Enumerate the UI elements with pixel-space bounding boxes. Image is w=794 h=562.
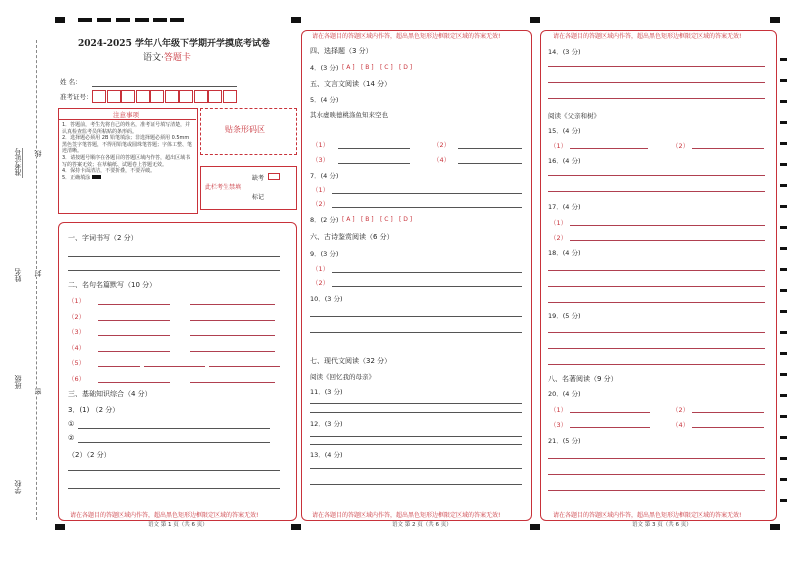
choice-a[interactable]: [ A ]: [342, 64, 355, 71]
registration-mark: [530, 17, 540, 23]
answer-line[interactable]: [338, 148, 410, 149]
reading-2-title: 阅读《父亲和树》: [548, 112, 600, 120]
top-warning: 请在各题目的答题区域内作答，超出黑色矩形边框限定区域的答案无效!: [553, 33, 742, 40]
q7-part-2: （2）: [312, 200, 330, 208]
registration-mark: [55, 524, 65, 530]
q20-part-4: （4）: [672, 421, 690, 429]
registration-mark: [153, 18, 167, 22]
q6-part-1: （1）: [312, 141, 330, 149]
top-warning: 请在各题目的答题区域内作答，超出黑色矩形边框限定区域的答案无效!: [312, 33, 501, 40]
recite-item-label: （1）: [68, 297, 86, 305]
note-item: 2．选择题必须用 2B 铅笔填涂；非选择题必须用 0.5mm 黑色签字笔答题，不得用铅笔或圆珠笔答题；字体工整、笔迹清晰。: [62, 135, 193, 155]
fill-example-label: 5．正确填涂: [62, 174, 91, 181]
choice-d[interactable]: [ D ]: [399, 64, 413, 71]
answer-line[interactable]: [98, 382, 170, 383]
answer-line[interactable]: [190, 351, 275, 352]
absent-note: 此栏考生禁填: [205, 184, 242, 191]
timing-mark: [780, 310, 787, 313]
note-item: 3．请按题号顺序在各题目的答题区域内作答，超出区域书写的答案无效；在草稿纸、试题卷上答题无效。: [62, 154, 191, 168]
q20-label: 20．(4 分): [548, 390, 581, 398]
timing-mark: [780, 100, 787, 103]
q15-part-2: （2）: [672, 142, 690, 150]
timing-mark: [780, 163, 787, 166]
timing-mark: [780, 58, 787, 61]
note-item: 4．保持卡面清洁，不要折叠，不要弄破。: [62, 168, 156, 175]
absent-label: 缺考: [252, 175, 265, 182]
answer-line[interactable]: [310, 332, 522, 333]
timing-mark: [780, 373, 787, 376]
answer-line[interactable]: [458, 148, 522, 149]
timing-mark: [780, 289, 787, 292]
answer-line[interactable]: [144, 366, 205, 367]
answer-line[interactable]: [692, 148, 764, 149]
choice-a[interactable]: [ A ]: [342, 216, 355, 223]
section-1-title: 一、字词书写（2 分）: [68, 234, 138, 242]
timing-mark: [780, 331, 787, 334]
recite-item-label: （5）: [68, 359, 86, 367]
answer-line[interactable]: [548, 270, 765, 271]
q9-part-2: （2）: [312, 279, 330, 287]
answer-line[interactable]: [458, 163, 522, 164]
section-6-title: 六、古诗鉴赏阅读（6 分）: [310, 233, 394, 241]
answer-line[interactable]: [68, 270, 280, 271]
timing-mark: [780, 142, 787, 145]
subject-label: 语文: [143, 53, 162, 63]
answer-line[interactable]: [332, 286, 522, 287]
note-item: [62, 175, 194, 182]
answer-line[interactable]: [310, 412, 522, 413]
timing-mark: [780, 247, 787, 250]
section-2-title: 二、名句名篇默写（10 分）: [68, 281, 157, 289]
answer-line[interactable]: [692, 427, 764, 428]
answer-line[interactable]: [209, 366, 280, 367]
timing-mark: [780, 352, 787, 355]
timing-mark: [780, 226, 787, 229]
id-label: 准考证号：: [60, 93, 93, 101]
answer-line[interactable]: [548, 490, 765, 491]
subject-line: [143, 50, 191, 63]
side-name-label: 姓名: [14, 268, 22, 282]
answer-line[interactable]: [332, 272, 522, 273]
answer-frame-3: [540, 30, 777, 521]
timing-mark: [780, 79, 787, 82]
timing-mark: [780, 457, 787, 460]
registration-mark: [530, 524, 540, 530]
choice-b[interactable]: [ B ]: [361, 216, 374, 223]
notes-text: [62, 122, 194, 181]
dashed-seal-line: [36, 40, 37, 520]
id-digit-box[interactable]: [179, 90, 193, 103]
choice-c[interactable]: [ C ]: [380, 64, 393, 71]
answer-line[interactable]: [78, 428, 270, 429]
q4-label: 4．(3 分): [310, 64, 339, 72]
side-seal-label: 封: [34, 270, 42, 277]
answer-line[interactable]: [548, 82, 765, 83]
bottom-warning: 请在各题目的答题区域内作答，超出黑色矩形边框限定区域的答案无效!: [553, 512, 742, 519]
answer-card-label: 答题卡: [163, 53, 191, 63]
side-secret-label: 密: [34, 388, 42, 395]
choice-c[interactable]: [ C ]: [380, 216, 393, 223]
timing-mark: [780, 121, 787, 124]
id-digit-box[interactable]: [107, 90, 121, 103]
timing-mark: [780, 478, 787, 481]
timing-mark: [780, 205, 787, 208]
timing-mark: [780, 184, 787, 187]
q19-label: 19．(5 分): [548, 312, 581, 320]
q10-label: 10．(3 分): [310, 295, 343, 303]
answer-line[interactable]: [548, 332, 765, 333]
q20-part-1: （1）: [550, 406, 568, 414]
q15-label: 15．(4 分): [548, 127, 581, 135]
q12-label: 12．(3 分): [310, 420, 343, 428]
side-school-label: 学校: [14, 480, 22, 494]
timing-mark: [780, 436, 787, 439]
answer-line[interactable]: [68, 488, 280, 489]
id-digit-box[interactable]: [92, 90, 106, 103]
answer-line[interactable]: [98, 335, 170, 336]
q14-label: 14．(3 分): [548, 48, 581, 56]
recite-item-label: （4）: [68, 343, 86, 352]
recite-item-label: （3）: [68, 328, 86, 336]
id-digit-box[interactable]: [165, 90, 179, 103]
q20-part-3: （3）: [550, 421, 568, 429]
answer-line[interactable]: [548, 364, 765, 365]
circle-2-label: ②: [68, 434, 75, 442]
reading-1-title: 阅读《回忆我的母亲》: [310, 373, 375, 381]
notes-title: 注意事项: [113, 111, 139, 119]
section-7-title: 七、现代文阅读（32 分）: [310, 357, 392, 365]
bottom-warning: 请在各题目的答题区域内作答，超出黑色矩形边框限定区域的答案无效!: [70, 512, 259, 519]
answer-line[interactable]: [98, 366, 140, 367]
timing-mark: [780, 499, 787, 502]
q8-label: 8．(2 分): [310, 216, 339, 224]
q9-part-1: （1）: [312, 265, 330, 273]
absent-checkbox[interactable]: [268, 173, 280, 180]
q16-label: 16．(4 分): [548, 157, 581, 165]
q20-part-2: （2）: [672, 406, 690, 414]
side-fill-line: [22, 148, 23, 178]
choice-b[interactable]: [ B ]: [361, 64, 374, 71]
answer-line[interactable]: [570, 148, 648, 149]
section-5-title: 五、文言文阅读（14 分）: [310, 80, 392, 88]
bottom-warning: 请在各题目的答题区域内作答，超出黑色矩形边框限定区域的答案无效!: [312, 512, 501, 519]
answer-line[interactable]: [570, 427, 650, 428]
answer-line[interactable]: [310, 436, 522, 437]
registration-mark: [770, 17, 780, 23]
id-digit-box[interactable]: [194, 90, 208, 103]
answer-line[interactable]: [310, 403, 522, 404]
answer-line[interactable]: [190, 382, 275, 383]
q18-label: 18．(4 分): [548, 249, 581, 257]
timing-mark: [780, 415, 787, 418]
registration-mark: [97, 18, 111, 22]
id-digit-box[interactable]: [208, 90, 222, 103]
q17-label: 17．(4 分): [548, 203, 581, 211]
timing-mark: [780, 268, 787, 271]
side-class-label: 班级: [14, 375, 22, 389]
answer-line[interactable]: [310, 484, 522, 485]
answer-line[interactable]: [98, 320, 170, 321]
answer-line[interactable]: [332, 193, 522, 194]
q9-label: 9．(3 分): [310, 250, 339, 258]
section-4-title: 四、选择题（3 分）: [310, 47, 373, 55]
answer-line[interactable]: [548, 286, 765, 287]
answer-line[interactable]: [190, 335, 275, 336]
answer-line[interactable]: [548, 302, 765, 303]
answer-frame-1: [58, 222, 297, 521]
q6-part-2: （2）: [433, 141, 451, 149]
answer-line[interactable]: [310, 468, 522, 469]
q5-label: 5．(4 分): [310, 96, 339, 104]
side-id-label: 准考证号: [14, 148, 22, 176]
barcode-label: 贴条形码区: [225, 125, 265, 134]
answer-line[interactable]: [190, 304, 275, 305]
page-footer: 语文 第 1 页（共 6 页）: [148, 522, 208, 528]
name-label: 姓 名：: [60, 78, 82, 86]
answer-line[interactable]: [332, 207, 522, 208]
answer-line[interactable]: [548, 191, 765, 192]
filled-mark-example: [92, 175, 101, 179]
subject-dot: ·: [161, 53, 164, 63]
answer-line[interactable]: [68, 470, 280, 471]
id-digit-box[interactable]: [121, 90, 135, 103]
side-line-label: 线: [34, 150, 42, 157]
q3-2-label: （2）（2 分）: [68, 451, 111, 459]
q21-label: 21．(5 分): [548, 437, 581, 445]
q15-part-1: （1）: [550, 142, 568, 150]
answer-line[interactable]: [310, 444, 522, 445]
answer-line[interactable]: [98, 351, 170, 352]
answer-line[interactable]: [190, 320, 275, 321]
exam-title: 2024-2025 学年八年级下学期开学摸底考试卷: [78, 39, 270, 49]
answer-line[interactable]: [548, 98, 765, 99]
id-digit-box[interactable]: [150, 90, 164, 103]
registration-mark: [291, 524, 301, 530]
answer-line[interactable]: [98, 304, 170, 305]
answer-line[interactable]: [78, 442, 270, 443]
registration-mark: [170, 18, 184, 22]
registration-mark: [770, 524, 780, 530]
q17-part-2: （2）: [550, 234, 568, 242]
recite-item-label: （2）: [68, 312, 86, 321]
section-8-title: 八、名著阅读（9 分）: [548, 375, 618, 383]
registration-mark: [55, 17, 65, 23]
q6-part-4: （4）: [433, 156, 451, 164]
timing-mark: [780, 394, 787, 397]
answer-line[interactable]: [548, 348, 765, 349]
page-footer: 语文 第 2 页（共 6 页）: [392, 522, 452, 528]
answer-line[interactable]: [692, 412, 764, 413]
q13-label: 13．(4 分): [310, 451, 343, 459]
q17-part-1: （1）: [550, 219, 568, 227]
section-3-title: 三、基础知识综合（4 分）: [68, 390, 152, 398]
answer-line[interactable]: [548, 474, 765, 475]
answer-line[interactable]: [310, 316, 522, 317]
answer-line[interactable]: [338, 163, 410, 164]
q3-1-label: 3．(1) （2 分）: [68, 406, 120, 414]
recite-item-label: （6）: [68, 374, 86, 383]
q5-note: 其水虚映德桃涤鱼知来空也: [310, 111, 388, 119]
note-item: 1．答题前，考生先将自己的姓名，准考证号填写清楚，并认真检查监考员所粘贴的条形码。: [62, 122, 191, 135]
registration-mark: [135, 18, 149, 22]
page-footer: 语文 第 3 页（共 6 页）: [632, 522, 692, 528]
registration-mark: [116, 18, 130, 22]
answer-line[interactable]: [548, 175, 765, 176]
registration-mark: [78, 18, 92, 22]
circle-1-label: ①: [68, 420, 75, 428]
answer-line[interactable]: [548, 458, 765, 459]
absent-mark-label: 标记: [252, 194, 265, 201]
id-digit-box[interactable]: [136, 90, 150, 103]
choice-d[interactable]: [ D ]: [399, 216, 413, 223]
q7-label: 7．(4 分): [310, 172, 339, 180]
q11-label: 11．(3 分): [310, 388, 343, 396]
answer-line[interactable]: [548, 66, 765, 67]
q7-part-1: （1）: [312, 186, 330, 194]
answer-line[interactable]: [570, 225, 765, 226]
answer-line[interactable]: [570, 412, 650, 413]
q6-part-3: （3）: [312, 156, 330, 164]
id-digit-box[interactable]: [223, 90, 237, 103]
answer-line[interactable]: [68, 256, 280, 257]
registration-mark: [291, 17, 301, 23]
name-field[interactable]: [92, 86, 237, 87]
answer-line[interactable]: [570, 240, 765, 241]
